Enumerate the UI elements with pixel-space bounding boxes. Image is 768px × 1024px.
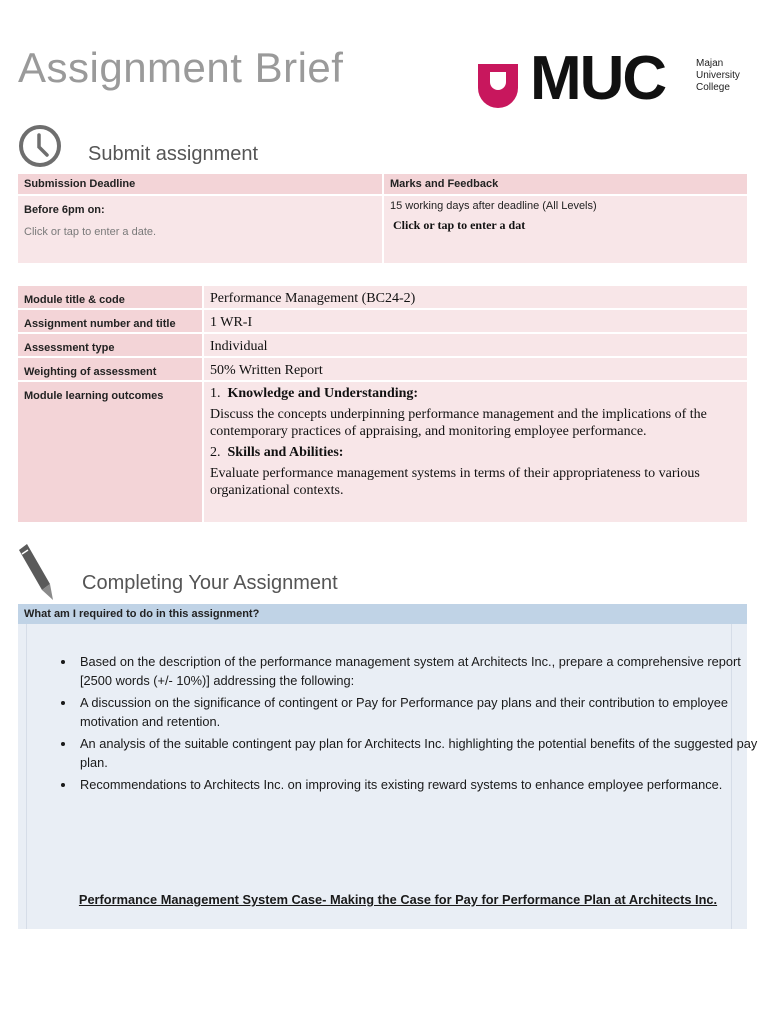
clock-icon xyxy=(18,124,62,173)
page-title: Assignment Brief xyxy=(18,44,344,91)
submit-heading: Submit assignment xyxy=(88,143,259,165)
list-item: • Recommendations to Architects Inc. on improving its existing reward systems to enhance employee performance. xyxy=(76,775,768,794)
feedback-cell: 15 working days after deadline (All Levels) Click or tap to enter a dat xyxy=(384,196,747,263)
table-row: $_{Weighting of assessment}$ 50% Written Report xyxy=(18,358,747,380)
deadline-date-picker[interactable]: Click or tap to enter a date. xyxy=(24,226,157,238)
requirements-panel xyxy=(18,624,758,929)
list-item: • Based on the description of the performance management system at Architects Inc., prepare a comprehensive report [2500 words (+/- 10%)] addressing the following: xyxy=(76,652,768,690)
logo-wordmark: MUC xyxy=(530,44,666,113)
list-item: • A discussion on the significance of contingent or Pay for Performance pay plans and their contribution to employee motivation and retention. xyxy=(76,693,768,731)
case-title: Performance Management System Case- Making the Case for Pay for Performance Plan at Architects Inc. xyxy=(78,892,718,907)
pen-icon xyxy=(16,542,60,609)
logo-subtitle: Majan University College xyxy=(696,58,740,93)
deadline-header: Submission Deadline xyxy=(18,174,382,194)
table-row: $_{Module title \& code}$ Performance Management (BC24-2) xyxy=(18,286,747,308)
table-row: $_{Assessment type}$ Individual xyxy=(18,334,747,356)
logo-shield-icon xyxy=(476,62,520,112)
list-item: • An analysis of the suitable contingent pay plan for Architects Inc. highlighting the potential benefits of the suggested pay plan. xyxy=(76,734,768,772)
deadline-cell: Before 6pm on: Click or tap to enter a date. xyxy=(18,196,382,263)
feedback-header: Marks and Feedback xyxy=(384,174,747,194)
requirements-list xyxy=(18,652,768,797)
table-row-outcomes: $_{Module learning outcomes}$ 1. Knowledge and Understanding: Discuss the concepts underpinning performance management and the implications of the contemporary practices of appraising, and monitoring employee performance. 2. Skills and Abilities: Evaluate performance management systems in terms of their appropriateness to various organizational contexts. xyxy=(18,382,747,522)
question-header: What am I required to do in this assignment? xyxy=(18,604,747,624)
completing-heading: Completing Your Assignment xyxy=(82,572,338,594)
table-row: $_{Assignment number and title}$ 1 WR-I xyxy=(18,310,747,332)
feedback-date-picker[interactable]: Click or tap to enter a dat xyxy=(393,218,526,232)
